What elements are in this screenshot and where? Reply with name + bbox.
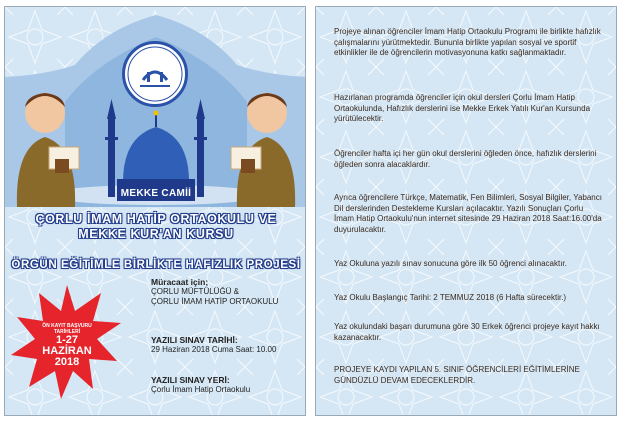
- paragraph-1: Projeye alınan öğrenciler İmam Hatip Ortaokulu Programı ile birlikte hafızlık çalışmalarını yürütmektedir. Bununla birlikte yapılan sosyal ve sportif etkinlikler ile de öğrencilerin motivasyonuna katkı sağlanmaktadır.: [334, 27, 601, 57]
- exam-place-heading: YAZILI SINAV YERİ:: [151, 375, 230, 385]
- exam-date-value: 29 Haziran 2018 Cuma Saat: 10.00: [151, 345, 277, 354]
- badge-year: 2018: [54, 356, 80, 368]
- badge-text: [31, 323, 103, 368]
- exam-place-block: [151, 375, 301, 395]
- exam-date-block: [151, 335, 301, 355]
- paragraph-2: Hazırlanan programda öğrenciler için okul dersleri Çorlu İmam Hatip Ortaokulunda, Hafızlık derslerini ise Mekke Erkek Yatılı Kur'an Kursunda yürütülecektir.: [334, 93, 591, 123]
- title-line-1: ÇORLU İMAM HATİP ORTAOKULU VE: [35, 212, 277, 226]
- project-title: ÖRGÜN EĞİTİMLE BİRLİKTE HAFIZLIK PROJESİ: [11, 259, 301, 271]
- left-flyer-page: [4, 6, 306, 416]
- exam-place-value: Çorlu İmam Hatip Ortaokulu: [151, 385, 251, 394]
- application-line-1: ÇORLU MÜFTÜLÜĞÜ &: [151, 287, 240, 296]
- mosque-label: MEKKE CAMİİ: [120, 188, 192, 199]
- paragraph-5: Yaz Okuluna yazılı sınav sonucuna göre ilk 50 öğrenci alınacaktır.: [334, 259, 567, 268]
- paragraph-3: Öğrenciler hafta içi her gün okul derslerini öğleden önce, hafızlık derslerini öğleden sonra alacaklardır.: [334, 149, 597, 169]
- mufti-office-logo: [122, 41, 188, 107]
- application-line-2: ÇORLU İMAM HATİP ORTAOKULU: [151, 297, 279, 306]
- paragraph-8: PROJEYE KAYDI YAPILAN 5. SINIF ÖĞRENCİLERİ EĞİTİMLERİNE GÜNDÜZLÜ DEVAM EDECEKLERDİR.: [334, 365, 580, 385]
- badge-caption: ÖN KAYIT BAŞVURU TARİHLERİ: [42, 323, 92, 335]
- paragraph-6: Yaz Okulu Başlangıç Tarihi: 2 TEMMUZ 2018 (6 Hafta sürecektir.): [334, 293, 567, 302]
- application-heading: Müracaat için;: [151, 277, 209, 287]
- exam-date-heading: YAZILI SINAV TARİHİ:: [151, 335, 238, 345]
- flyer-title: [5, 212, 306, 242]
- title-line-2: MEKKE KUR'AN KURSU: [78, 227, 234, 241]
- badge-dates: 1-27 HAZİRAN: [42, 334, 92, 357]
- application-block: [151, 277, 301, 307]
- paragraph-7: Yaz okulundaki başarı durumuna göre 30 Erkek öğrenci projeye kayıt hakkı kazanacaktır.: [334, 322, 600, 342]
- paragraph-4: Ayrıca öğrencilere Türkçe, Matematik, Fen Bilimleri, Sosyal Bilgiler, Yabancı Dil derslerinden Destekleme Kursları açılacaktır. Yazılı Sonuçları Çorlu İmam Hatip Ortaokulu'nun internet sitesinde 29 Haziran 2018 Saat:16.00'da duyurulacaktır.: [334, 193, 602, 234]
- right-info-page: [315, 6, 617, 416]
